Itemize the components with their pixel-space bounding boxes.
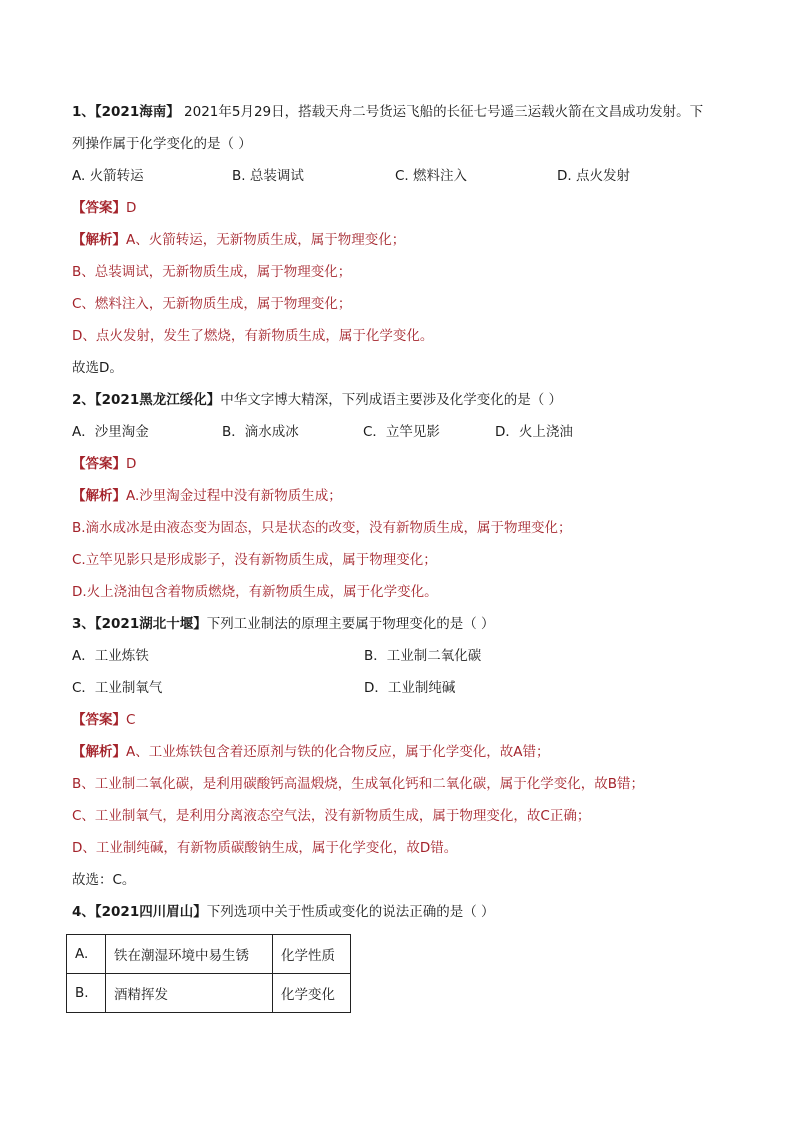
- q2-source: 2、【2021黑龙江绥化】: [72, 392, 221, 408]
- q3-analysis-a: A、工业炼铁包含着还原剂与铁的化合物反应，属于化学变化，故A错；: [126, 744, 550, 760]
- q1-analysis-a: A、火箭转运，无新物质生成，属于物理变化；: [126, 232, 406, 248]
- q1-source: 1、【2021海南】: [72, 104, 180, 120]
- q2-option-b: B．滴水成冰: [222, 424, 299, 440]
- q4-source: 4、【2021四川眉山】: [72, 904, 207, 920]
- q2-analysis-line1: [72, 480, 732, 512]
- q1-stem-line2: 列操作属于化学变化的是（ ）: [72, 136, 252, 152]
- q3-option-c: C．工业制氧气: [72, 680, 163, 696]
- q1-analysis-tag: 【解析】: [72, 232, 126, 248]
- worksheet-page: [72, 96, 732, 1013]
- q4-text: 下列选项中关于性质或变化的说法正确的是（ ）: [206, 904, 495, 920]
- q3-analysis-c: C、工业制氧气，是利用分离液态空气法，没有新物质生成，属于物理变化，故C正确；: [72, 808, 591, 824]
- q2-answer: [72, 448, 732, 480]
- q2-analysis-a: A.沙里淘金过程中没有新物质生成；: [126, 488, 342, 504]
- q1-conclusion: 故选D。: [72, 360, 123, 376]
- q1-answer: [72, 192, 732, 224]
- q2-options: [72, 416, 732, 448]
- q2-option-a: A．沙里淘金: [72, 424, 149, 440]
- q4-stem: [72, 896, 732, 928]
- q2-answer-tag: 【答案】: [72, 456, 126, 472]
- q3-options-row2: [72, 672, 732, 704]
- q3-options-row1: [72, 640, 732, 672]
- q2-analysis-c: C.立竿见影只是形成影子，没有新物质生成，属于物理变化；: [72, 552, 437, 568]
- q2-answer-value: D: [126, 456, 137, 472]
- q1-option-a: A. 火箭转运: [72, 168, 144, 184]
- q4-row-b-type: 化学变化: [273, 974, 351, 1013]
- q1-analysis-d: D、点火发射，发生了燃烧，有新物质生成，属于化学变化。: [72, 328, 434, 344]
- q3-conclusion: 故选：C。: [72, 872, 136, 888]
- q4-row-a-desc: 铁在潮湿环境中易生锈: [106, 935, 273, 974]
- q1-option-d: D. 点火发射: [557, 168, 630, 184]
- q3-option-d: D．工业制纯碱: [364, 680, 456, 696]
- q2-option-c: C．立竿见影: [363, 424, 440, 440]
- q3-answer-tag: 【答案】: [72, 712, 126, 728]
- q3-analysis-tag: 【解析】: [72, 744, 126, 760]
- q1-option-c: C. 燃料注入: [395, 168, 468, 184]
- q2-text: 中华文字博大精深，下列成语主要涉及化学变化的是（ ）: [220, 392, 563, 408]
- q3-analysis-d: D、工业制纯碱，有新物质碳酸钠生成，属于化学变化，故D错。: [72, 840, 458, 856]
- q3-analysis-line1: [72, 736, 732, 768]
- q3-option-a: A．工业炼铁: [72, 648, 149, 664]
- q4-options-table: [66, 934, 351, 1013]
- q2-option-d: D．火上浇油: [495, 424, 573, 440]
- q1-stem-line1: [72, 96, 732, 128]
- q1-options: [72, 160, 732, 192]
- q4-row-a-letter: A.: [67, 935, 106, 974]
- q3-answer: [72, 704, 732, 736]
- q1-answer-value: D: [126, 200, 137, 216]
- q1-option-b: B. 总装调试: [232, 168, 304, 184]
- q4-row-b-letter: B.: [67, 974, 106, 1013]
- q1-analysis-b: B、总装调试，无新物质生成，属于物理变化；: [72, 264, 352, 280]
- q3-source: 3、【2021湖北十堰】: [72, 616, 207, 632]
- q1-answer-tag: 【答案】: [72, 200, 126, 216]
- q3-answer-value: C: [126, 712, 136, 728]
- q4-row-b-desc: 酒精挥发: [106, 974, 273, 1013]
- q1-analysis-line1: [72, 224, 732, 256]
- q4-row-a-type: 化学性质: [273, 935, 351, 974]
- q2-analysis-tag: 【解析】: [72, 488, 126, 504]
- q2-analysis-d: D.火上浇油包含着物质燃烧，有新物质生成，属于化学变化。: [72, 584, 438, 600]
- q1-analysis-c: C、燃料注入，无新物质生成，属于物理变化；: [72, 296, 352, 312]
- q1-text-line1: 2021年5月29日，搭载天舟二号货运飞船的长征七号遥三运载火箭在文昌成功发射。下: [179, 104, 704, 120]
- q3-stem: [72, 608, 732, 640]
- q3-analysis-b: B、工业制二氧化碳，是利用碳酸钙高温煅烧，生成氧化钙和二氧化碳，属于化学变化，故B错；: [72, 776, 645, 792]
- q2-analysis-b: B.滴水成冰是由液态变为固态，只是状态的改变，没有新物质生成，属于物理变化；: [72, 520, 572, 536]
- q3-text: 下列工业制法的原理主要属于物理变化的是（ ）: [206, 616, 495, 632]
- table-row: [67, 974, 351, 1013]
- table-row: [67, 935, 351, 974]
- q3-option-b: B．工业制二氧化碳: [364, 648, 482, 664]
- q2-stem: [72, 384, 732, 416]
